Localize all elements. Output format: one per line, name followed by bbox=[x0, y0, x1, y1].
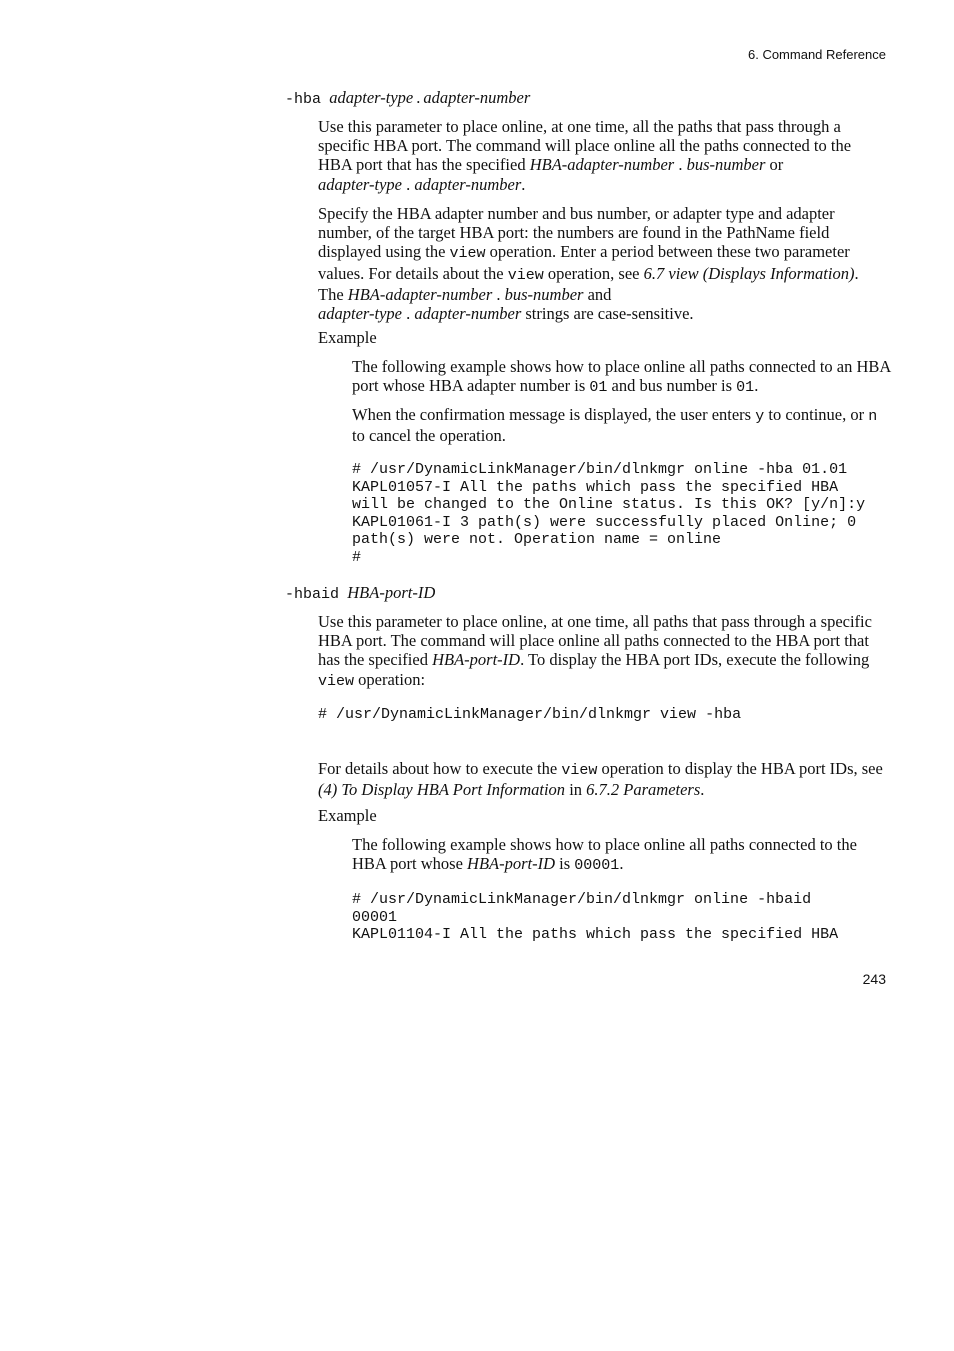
page-number: 243 bbox=[862, 971, 886, 987]
term: HBA-port-ID bbox=[432, 650, 521, 670]
text: is bbox=[555, 854, 575, 874]
text: Specify the HBA adapter number and bus number, or adapter type and adapter number, of the target HBA port: the numbers are found in the PathName field displayed using the bbox=[318, 204, 835, 262]
text: . bbox=[401, 174, 415, 194]
inline-code: view bbox=[449, 245, 486, 263]
text: . The bbox=[318, 263, 859, 304]
code-block: # /usr/DynamicLinkManager/bin/dlnkmgr view -hba bbox=[318, 706, 742, 723]
inline-code: view bbox=[318, 672, 355, 690]
text: and bbox=[583, 284, 612, 304]
text: operation. Enter a period between these two parameter values. For details about the bbox=[318, 242, 850, 283]
text: operation, see bbox=[543, 263, 644, 283]
term: adapter-number bbox=[414, 304, 522, 324]
inline-code: 00001 bbox=[574, 857, 620, 875]
example-label: Example bbox=[318, 806, 377, 825]
text: strings are case-sensitive. bbox=[521, 304, 694, 324]
text: operation to display the HBA port IDs, see bbox=[597, 759, 883, 778]
inline-code: 01 bbox=[736, 379, 755, 397]
example-label: Example bbox=[318, 328, 377, 347]
term: HBA-port-ID bbox=[467, 854, 556, 874]
param-hbaid-heading bbox=[285, 583, 435, 603]
term: adapter-number bbox=[414, 174, 522, 194]
text: . bbox=[674, 155, 687, 175]
text: . To display the HBA port IDs, execute the following bbox=[520, 650, 870, 670]
inline-code: view bbox=[561, 762, 598, 779]
text: to cancel the operation. bbox=[352, 426, 506, 446]
param-name: -hbaid bbox=[285, 586, 340, 603]
text: . bbox=[754, 376, 759, 396]
text: or bbox=[765, 155, 784, 175]
param-hba-heading bbox=[285, 88, 530, 108]
paragraph bbox=[318, 117, 888, 194]
text: . bbox=[492, 284, 505, 304]
text: . bbox=[619, 854, 624, 874]
text: . bbox=[700, 780, 705, 800]
term: HBA-adapter-number bbox=[529, 155, 675, 175]
text: The following example shows how to place online all paths connected to the HBA port whose bbox=[352, 835, 857, 874]
code-block: # /usr/DynamicLinkManager/bin/dlnkmgr online -hba 01.01 KAPL01057-I All the paths which pass the specified HBA will be changed to the Online status. Is this OK? [y/n]:y KAPL01061-I 3 path(s) were successfully placed Online; 0 path(s) were not. Operation name = online # bbox=[352, 461, 866, 566]
term: HBA-adapter-number bbox=[347, 284, 493, 304]
text: operation: bbox=[354, 669, 426, 689]
paragraph bbox=[318, 204, 888, 323]
paragraph bbox=[352, 357, 892, 397]
paragraph bbox=[318, 612, 888, 691]
code-block: # /usr/DynamicLinkManager/bin/dlnkmgr online -hbaid 00001 KAPL01104-I All the paths which pass the specified HBA bbox=[352, 891, 839, 944]
param-value: adapter-type bbox=[329, 88, 414, 107]
term: adapter-type bbox=[318, 304, 402, 324]
inline-code: 01 bbox=[589, 379, 608, 397]
inline-code: y bbox=[755, 408, 765, 425]
running-header: 6. Command Reference bbox=[747, 47, 886, 62]
inline-code: view bbox=[507, 266, 544, 284]
inline-code: n bbox=[868, 408, 878, 425]
cross-reference: 6.7 view (Displays Information) bbox=[643, 263, 855, 283]
text: The following example shows how to place online all paths connected to an HBA port whose HBA adapter number is bbox=[352, 357, 891, 396]
paragraph bbox=[352, 405, 892, 445]
param-value: HBA-port-ID bbox=[347, 583, 436, 602]
term: bus-number bbox=[686, 155, 766, 175]
paragraph bbox=[318, 759, 888, 799]
text: to continue, or bbox=[764, 405, 869, 424]
text: . bbox=[521, 174, 526, 194]
cross-reference: 6.7.2 Parameters bbox=[586, 780, 701, 800]
text: in bbox=[565, 780, 587, 800]
param-value: adapter-number bbox=[423, 88, 531, 107]
text: Use this parameter to place online, at one time, all paths that pass through a specific HBA port. The command will place online all paths connected to the HBA port that has the specified bbox=[318, 612, 872, 670]
text: and bus number is bbox=[607, 376, 737, 396]
cross-reference: (4) To Display HBA Port Information bbox=[318, 780, 566, 800]
text: When the confirmation message is displayed, the user enters bbox=[352, 405, 756, 424]
paragraph bbox=[352, 835, 892, 875]
param-name: -hba bbox=[285, 91, 322, 108]
text: For details about how to execute the bbox=[318, 759, 562, 778]
term: adapter-type bbox=[318, 174, 402, 194]
param-separator: . bbox=[416, 88, 421, 107]
text: Use this parameter to place online, at one time, all the paths that pass through a specific HBA port. The command will place online all the paths connected to the HBA port that has the specified bbox=[318, 117, 852, 175]
text: . bbox=[401, 304, 415, 324]
term: bus-number bbox=[504, 284, 584, 304]
